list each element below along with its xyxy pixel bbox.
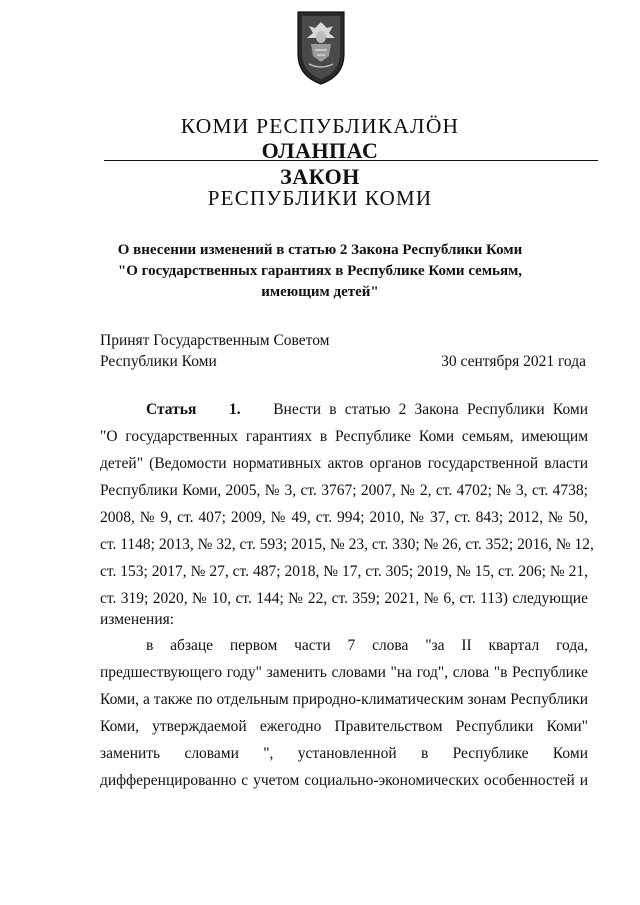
paragraph-line: Коми, а также по отдельным природно-климатическим зонам Республики bbox=[100, 691, 588, 708]
law-title-line: "О государственных гарантиях в Республике Коми семьям, bbox=[117, 263, 523, 279]
header-zakon: ЗАКОН bbox=[280, 164, 360, 189]
article-line: Республики Коми, 2005, № 3, ст. 3767; 2007, № 2, ст. 4702; № 3, ст. 4738; bbox=[100, 482, 588, 499]
header-language-line: КОМИ РЕСПУБЛИКАЛÖН bbox=[180, 114, 460, 138]
article-label: Статья bbox=[146, 401, 197, 418]
paragraph-line: заменить словами ", установленной в Республике Коми bbox=[100, 745, 588, 762]
adoption-date: 30 сентября 2021 года bbox=[441, 353, 586, 370]
article-text: Внести в статью 2 Закона Республики Коми bbox=[273, 401, 589, 418]
header-divider bbox=[104, 160, 598, 161]
adoption-line: Принят Государственным Советом bbox=[100, 332, 330, 349]
article-line: ст. 319; 2020, № 10, ст. 144; № 22, ст. 359; 2021, № 6, ст. 113) следующие bbox=[100, 590, 588, 607]
paragraph-line: Коми, утверждаемой ежегодно Правительством Республики Коми" bbox=[100, 718, 588, 735]
paragraph-line: предшествующего году" заменить словами "на год", слова "в Республике bbox=[100, 664, 588, 681]
article-line: 2008, № 9, ст. 407; 2009, № 49, ст. 994; 2010, № 37, ст. 843; 2012, № 50, bbox=[100, 509, 588, 526]
header-republic: РЕСПУБЛИКИ КОМИ bbox=[207, 186, 433, 210]
adoption-statement bbox=[100, 330, 330, 372]
article-line: ст. 153; 2017, № 27, ст. 487; 2018, № 17, ст. 305; 2019, № 15, ст. 206; № 21, bbox=[100, 563, 588, 580]
paragraph-line: в абзаце первом части 7 слова "за II квартал года, bbox=[146, 637, 588, 654]
law-title bbox=[0, 240, 640, 303]
coat-of-arms-emblem bbox=[295, 10, 347, 86]
article-line: ст. 1148; 2013, № 32, ст. 593; 2015, № 23, ст. 330; № 26, ст. 352; 2016, № 12, bbox=[100, 536, 594, 553]
law-title-line: О внесении изменений в статью 2 Закона Республики Коми bbox=[117, 242, 523, 258]
article-first-line bbox=[146, 397, 588, 423]
article-line: "О государственных гарантиях в Республике Коми семьям, имеющим bbox=[100, 428, 588, 445]
header-olanpas: ОЛАНПАС bbox=[261, 138, 379, 163]
article-line: детей" (Ведомости нормативных актов органов государственной власти bbox=[100, 455, 588, 472]
adoption-line: Республики Коми bbox=[100, 353, 217, 370]
law-title-line: имеющим детей" bbox=[261, 284, 379, 300]
article-line: изменения: bbox=[100, 611, 175, 628]
paragraph-line: дифференцированно с учетом социально-экономических особенностей и bbox=[100, 772, 588, 789]
article-number: 1. bbox=[228, 401, 241, 418]
